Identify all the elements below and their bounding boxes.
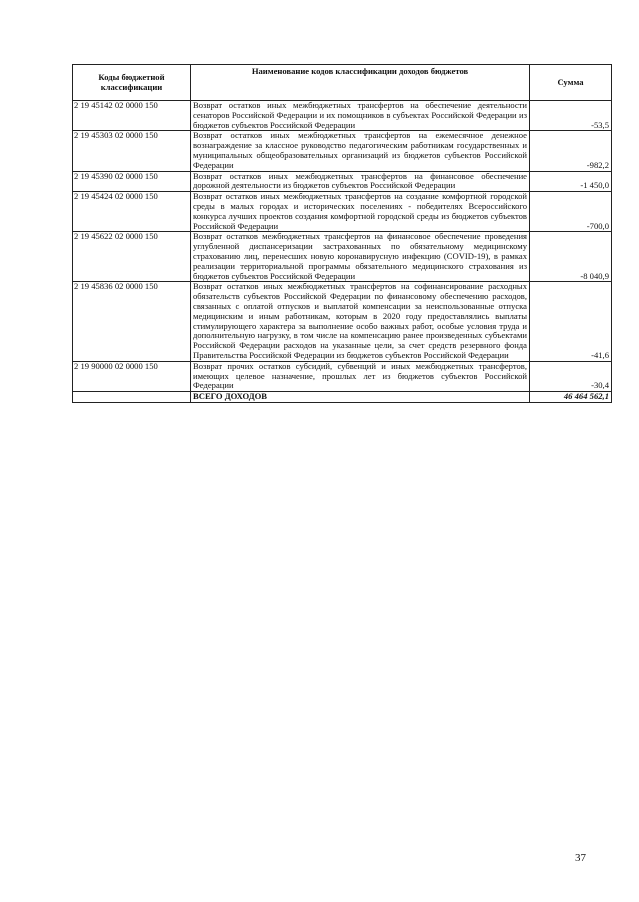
revenue-name-cell: Возврат остатков иных межбюджетных трансфертов на создание комфортной городской среды в малых городах и исторических поселениях - победителях Всероссийского конкурса лучших проектов создания комфортной городской среды из бюджетов субъектов Российской Федерации	[191, 192, 530, 232]
total-row	[73, 392, 612, 403]
budget-code-cell: 2 19 45622 02 0000 150	[73, 232, 191, 282]
table-row	[73, 192, 612, 232]
amount-cell: -1 450,0	[530, 171, 612, 192]
revenue-name-cell: Возврат остатков иных межбюджетных трансфертов на финансовое обеспечение дорожной деятельности из бюджетов субъектов Российской Федерации	[191, 171, 530, 192]
budget-code-cell: 2 19 45424 02 0000 150	[73, 192, 191, 232]
table-row	[73, 282, 612, 361]
budget-code-cell: 2 19 45836 02 0000 150	[73, 282, 191, 361]
revenue-name-cell: Возврат прочих остатков субсидий, субвенций и иных межбюджетных трансфертов, имеющих целевое назначение, прошлых лет из бюджетов субъектов Российской Федерации	[191, 361, 530, 391]
revenue-name-cell: Возврат остатков иных межбюджетных трансфертов на софинансирование расходных обязательств субъектов Российской Федерации по финансовому обеспечению расходов, связанных с оплатой отпусков и выплатой компенсации за неиспользованные отпуска медицинским и иным работникам, которым в 2020 году предоставлялись выплаты стимулирующего характера за выполнение особо важных работ, особые условия труда и дополнительную нагрузку, в том числе на компенсацию ранее произведенных субъектами Российской Федерации расходов на указанные цели, за счет средств резервного фонда Правительства Российской Федерации из бюджетов субъектов Российской Федерации	[191, 282, 530, 361]
total-label: ВСЕГО ДОХОДОВ	[191, 392, 530, 403]
amount-cell: -982,2	[530, 131, 612, 171]
table-row	[73, 361, 612, 391]
header-sum: Сумма	[530, 65, 612, 101]
table-row	[73, 171, 612, 192]
total-amount: 46 464 562,1	[530, 392, 612, 403]
budget-code-cell: 2 19 45142 02 0000 150	[73, 101, 191, 131]
header-codes: Коды бюджетной классификации	[73, 65, 191, 101]
table-row	[73, 131, 612, 171]
table-row	[73, 101, 612, 131]
amount-cell: -700,0	[530, 192, 612, 232]
amount-cell: -41,6	[530, 282, 612, 361]
budget-code-cell: 2 19 45390 02 0000 150	[73, 171, 191, 192]
budget-code-cell: 2 19 45303 02 0000 150	[73, 131, 191, 171]
total-code-cell	[73, 392, 191, 403]
page-number: 37	[575, 852, 586, 864]
amount-cell: -30,4	[530, 361, 612, 391]
revenue-name-cell: Возврат остатков иных межбюджетных трансфертов на обеспечение деятельности сенаторов Российской Федерации и их помощников в субъектах Российской Федерации из бюджетов субъектов Российской Федерации	[191, 101, 530, 131]
table-body	[73, 101, 612, 403]
revenue-name-cell: Возврат остатков межбюджетных трансфертов на финансовое обеспечение проведения углубленной диспансеризации застрахованных по обязательному медицинскому страхованию лиц, перенесших новую коронавирусную инфекцию (COVID-19), в рамках реализации территориальной программы обязательного медицинского страхования из бюджетов субъектов Российской Федерации	[191, 232, 530, 282]
table-row	[73, 232, 612, 282]
revenue-classification-table	[72, 64, 612, 403]
table-header-row	[73, 65, 612, 101]
budget-code-cell: 2 19 90000 02 0000 150	[73, 361, 191, 391]
header-name: Наименование кодов классификации доходов бюджетов	[191, 65, 530, 101]
amount-cell: -53,5	[530, 101, 612, 131]
amount-cell: -8 040,9	[530, 232, 612, 282]
revenue-name-cell: Возврат остатков иных межбюджетных трансфертов на ежемесячное денежное вознаграждение за классное руководство педагогическим работникам государственных и муниципальных общеобразовательных организаций из бюджетов субъектов Российской Федерации	[191, 131, 530, 171]
